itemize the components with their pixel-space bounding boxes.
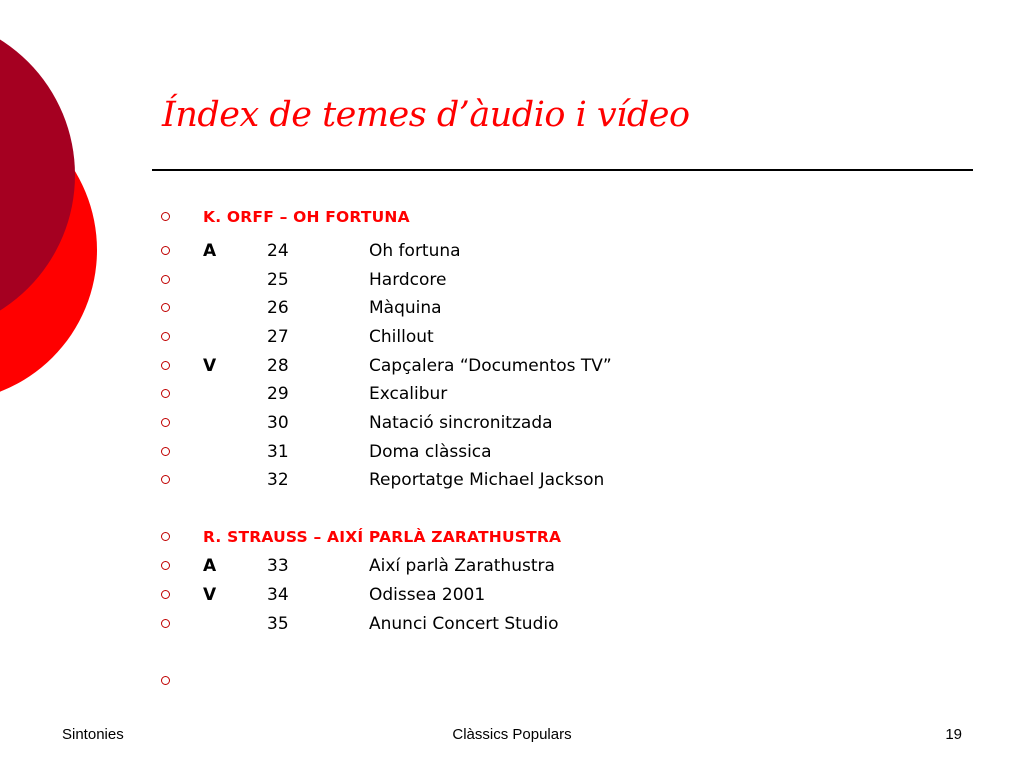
slide-title: Índex de temes d’àudio i vídeo <box>162 95 690 135</box>
track-item <box>160 380 980 408</box>
bullet-icon <box>161 475 170 484</box>
bullet-icon <box>161 303 170 312</box>
track-name: Reportatge Michael Jackson <box>369 470 605 490</box>
track-number: 24 <box>267 241 289 261</box>
track-item <box>160 409 980 437</box>
track-number: 29 <box>267 384 289 404</box>
footer-center: Clàssics Populars <box>452 726 572 743</box>
bullet-icon <box>161 212 170 221</box>
page-number: 19 <box>945 726 962 743</box>
track-number: 33 <box>267 556 289 576</box>
bullet-icon <box>161 561 170 570</box>
media-type-letter: V <box>203 356 217 376</box>
track-item <box>160 552 980 580</box>
bullet-icon <box>161 676 170 685</box>
track-item <box>160 610 980 638</box>
track-item <box>160 438 980 466</box>
decorative-circles <box>0 0 110 400</box>
track-name: Anunci Concert Studio <box>369 614 559 634</box>
track-number: 31 <box>267 442 289 462</box>
track-number: 30 <box>267 413 289 433</box>
track-item <box>160 466 980 494</box>
section-heading-strauss <box>160 523 980 551</box>
bullet-icon <box>161 389 170 398</box>
track-item <box>160 323 980 351</box>
track-name: Màquina <box>369 298 442 318</box>
track-item <box>160 294 980 322</box>
bullet-icon <box>161 590 170 599</box>
track-name: Oh fortuna <box>369 241 461 261</box>
track-number: 28 <box>267 356 289 376</box>
bullet-icon <box>161 619 170 628</box>
track-name: Natació sincronitzada <box>369 413 553 433</box>
track-item <box>160 581 980 609</box>
section-heading: R. STRAUSS – AIXÍ PARLÀ ZARATHUSTRA <box>203 528 562 546</box>
empty-bullet-item <box>160 667 980 695</box>
track-name: Excalibur <box>369 384 448 404</box>
bullet-icon <box>161 246 170 255</box>
bullet-icon <box>161 332 170 341</box>
bullet-icon <box>161 418 170 427</box>
track-number: 32 <box>267 470 289 490</box>
track-number: 34 <box>267 585 289 605</box>
track-name: Capçalera “Documentos TV” <box>369 356 612 376</box>
track-item <box>160 266 980 294</box>
section-heading: K. ORFF – OH FORTUNA <box>203 208 410 226</box>
media-type-letter: V <box>203 585 217 605</box>
track-name: Doma clàssica <box>369 442 492 462</box>
title-divider <box>152 169 973 171</box>
bullet-icon <box>161 361 170 370</box>
track-name: Així parlà Zarathustra <box>369 556 555 576</box>
track-number: 25 <box>267 270 289 290</box>
footer-left: Sintonies <box>62 726 124 743</box>
media-type-letter: A <box>203 556 217 576</box>
track-item <box>160 237 980 265</box>
track-number: 27 <box>267 327 289 347</box>
track-item <box>160 352 980 380</box>
track-number: 35 <box>267 614 289 634</box>
track-name: Odissea 2001 <box>369 585 486 605</box>
bullet-icon <box>161 532 170 541</box>
track-name: Hardcore <box>369 270 447 290</box>
media-type-letter: A <box>203 241 217 261</box>
track-number: 26 <box>267 298 289 318</box>
bullet-icon <box>161 447 170 456</box>
section-heading-orff <box>160 203 980 231</box>
bullet-icon <box>161 275 170 284</box>
track-name: Chillout <box>369 327 434 347</box>
